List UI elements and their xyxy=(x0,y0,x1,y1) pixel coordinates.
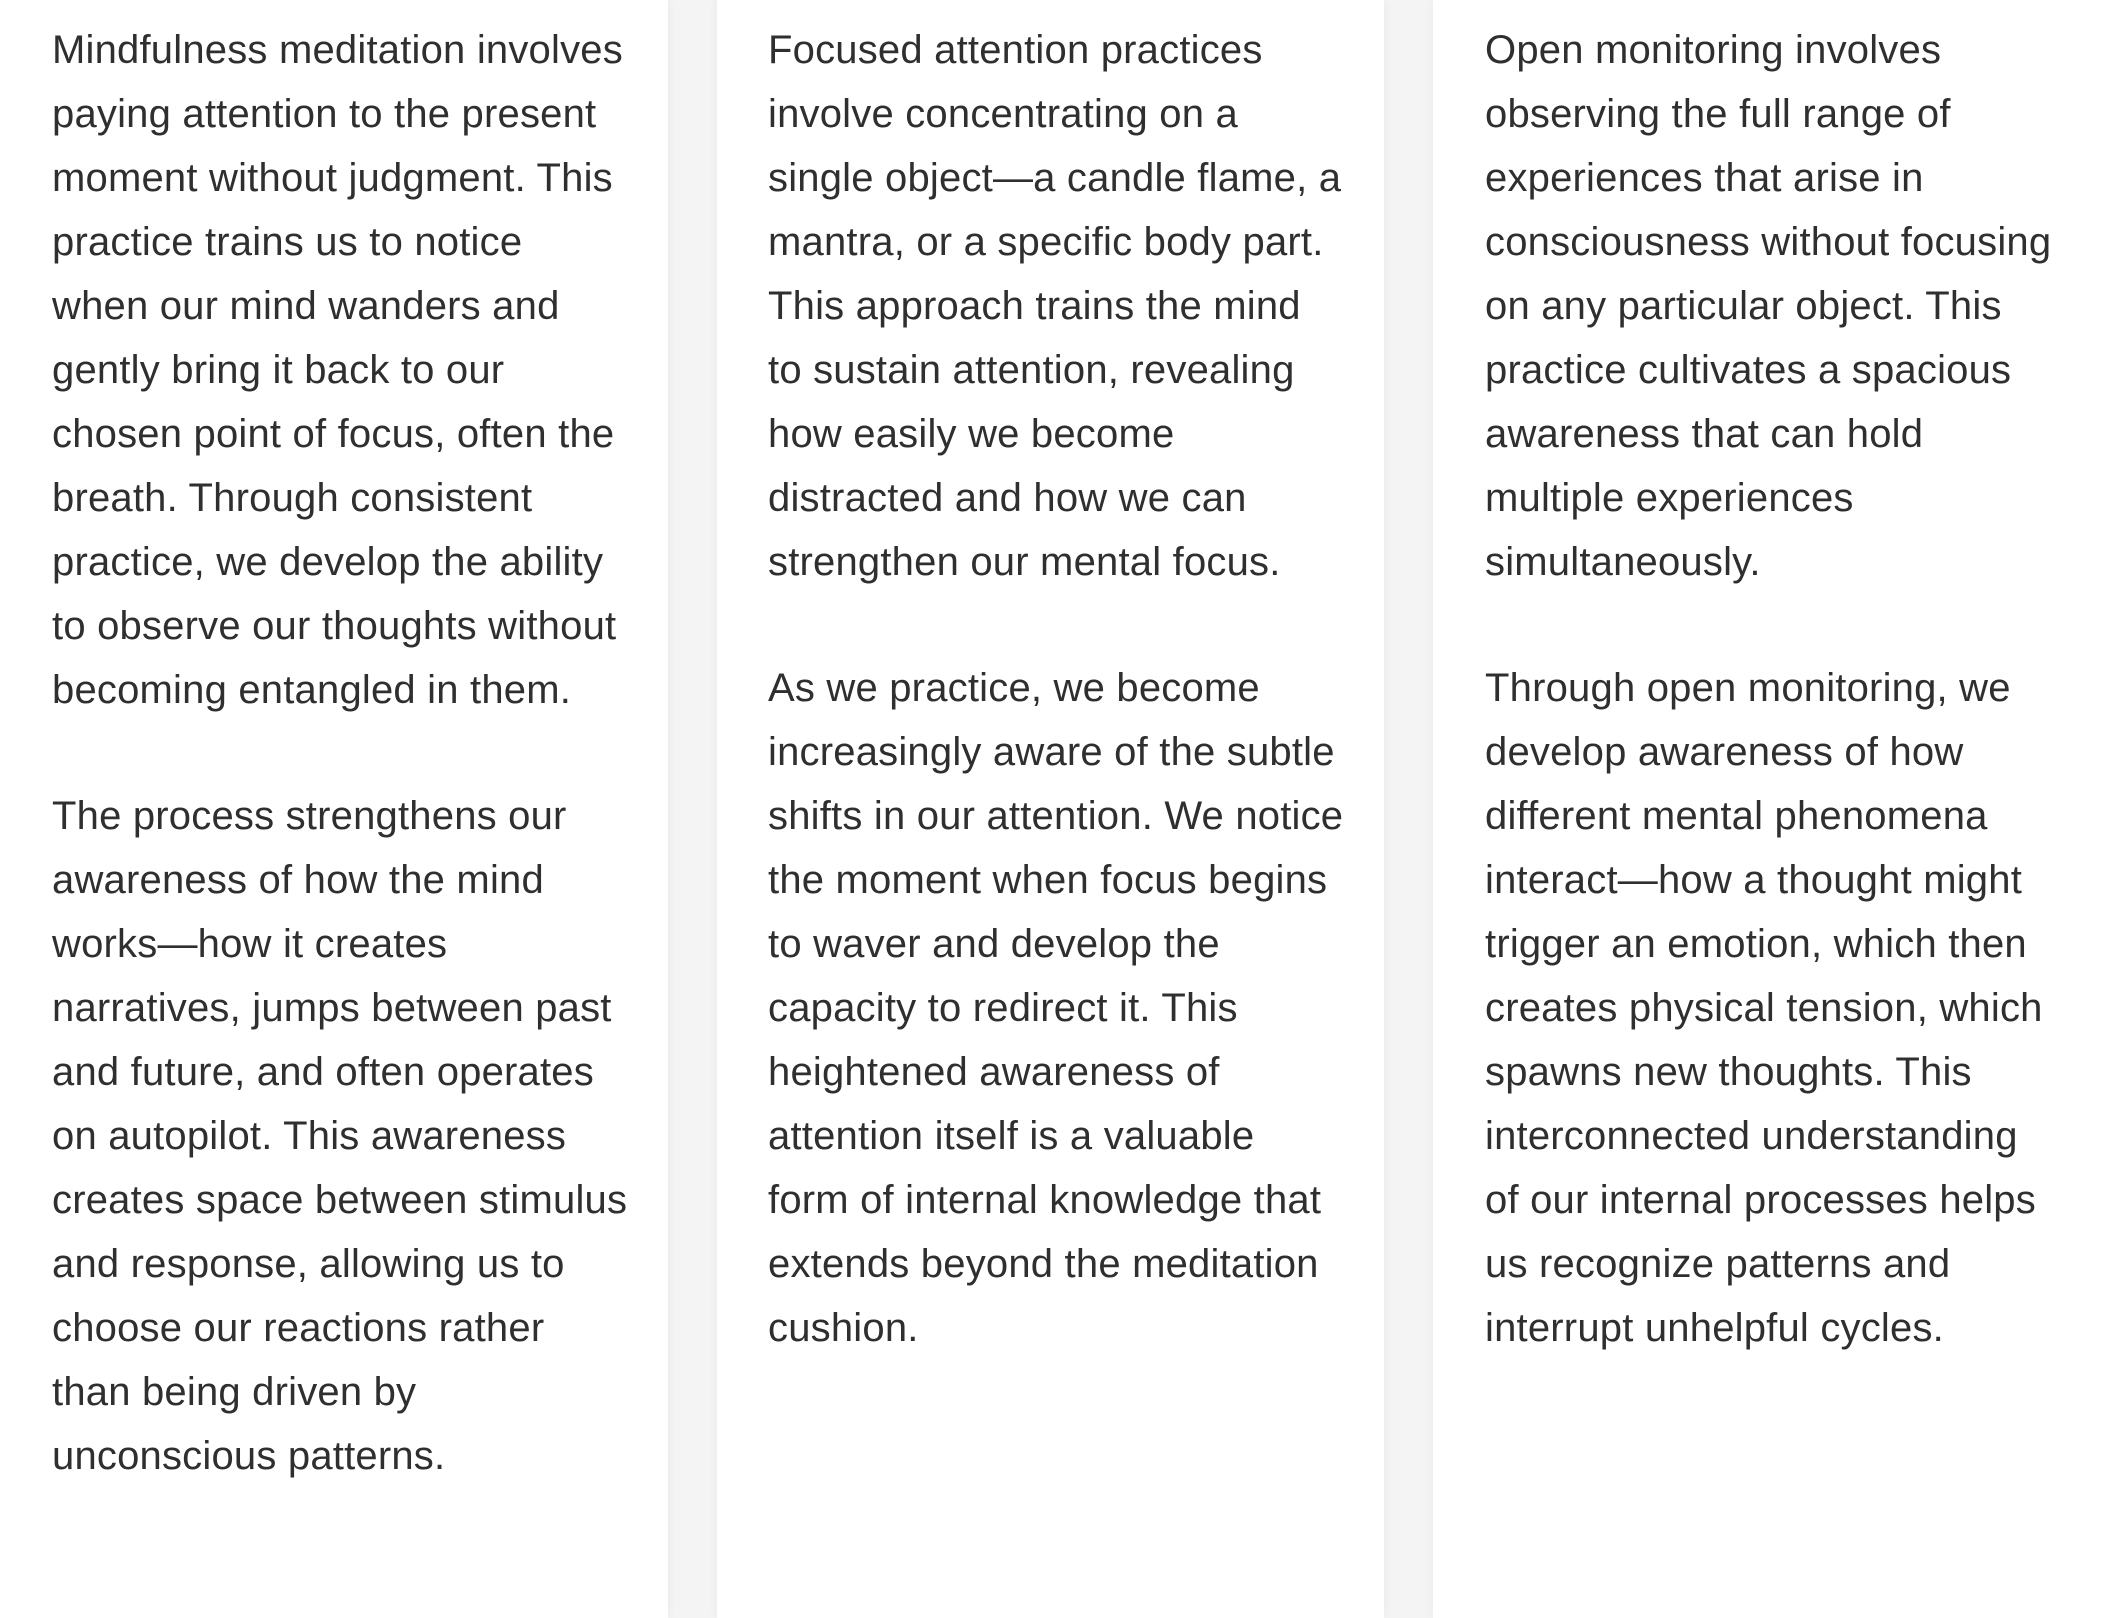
paragraph: Through open monitoring, we develop awareness of how different mental phenomena interact—how a thought might trigger an emotion, which then creates physical tension, which spawns new thoughts. This interconnected understanding of our internal processes helps us recognize patterns and interrupt unhelpful cycles. xyxy=(1485,666,2043,1350)
column-focused-attention xyxy=(717,0,1384,1618)
paragraph: As we practice, we become increasingly aware of the subtle shifts in our attention. We notice the moment when focus begins to waver and develop the capacity to redirect it. This heightened awareness of attention itself is a valuable form of internal knowledge that extends beyond the meditation cushion. xyxy=(768,666,1344,1350)
paragraph: Open monitoring involves observing the full range of experiences that arise in consciousness without focusing on any particular object. This practice cultivates a spacious awareness that can hold multiple experiences simultaneously. xyxy=(1485,28,2052,584)
paragraph: Focused attention practices involve concentrating on a single object—a candle flame, a mantra, or a specific body part. This approach trains the mind to sustain attention, revealing how easily we become distracted and how we can strengthen our mental focus. xyxy=(768,28,1342,584)
column-open-monitoring xyxy=(1433,0,2102,1618)
paragraph: The process strengthens our awareness of how the mind works—how it creates narratives, jumps between past and future, and often operates on autopilot. This awareness creates space between stimulus and response, allowing us to choose our reactions rather than being driven by unconscious patterns. xyxy=(52,794,628,1478)
column-mindfulness-meditation xyxy=(0,0,668,1618)
paragraph: Mindfulness meditation involves paying attention to the present moment without judgment. This practice trains us to notice when our mind wanders and gently bring it back to our chosen point of focus, often the breath. Through consistent practice, we develop the ability to observe our thoughts without becoming entangled in them. xyxy=(52,28,623,712)
